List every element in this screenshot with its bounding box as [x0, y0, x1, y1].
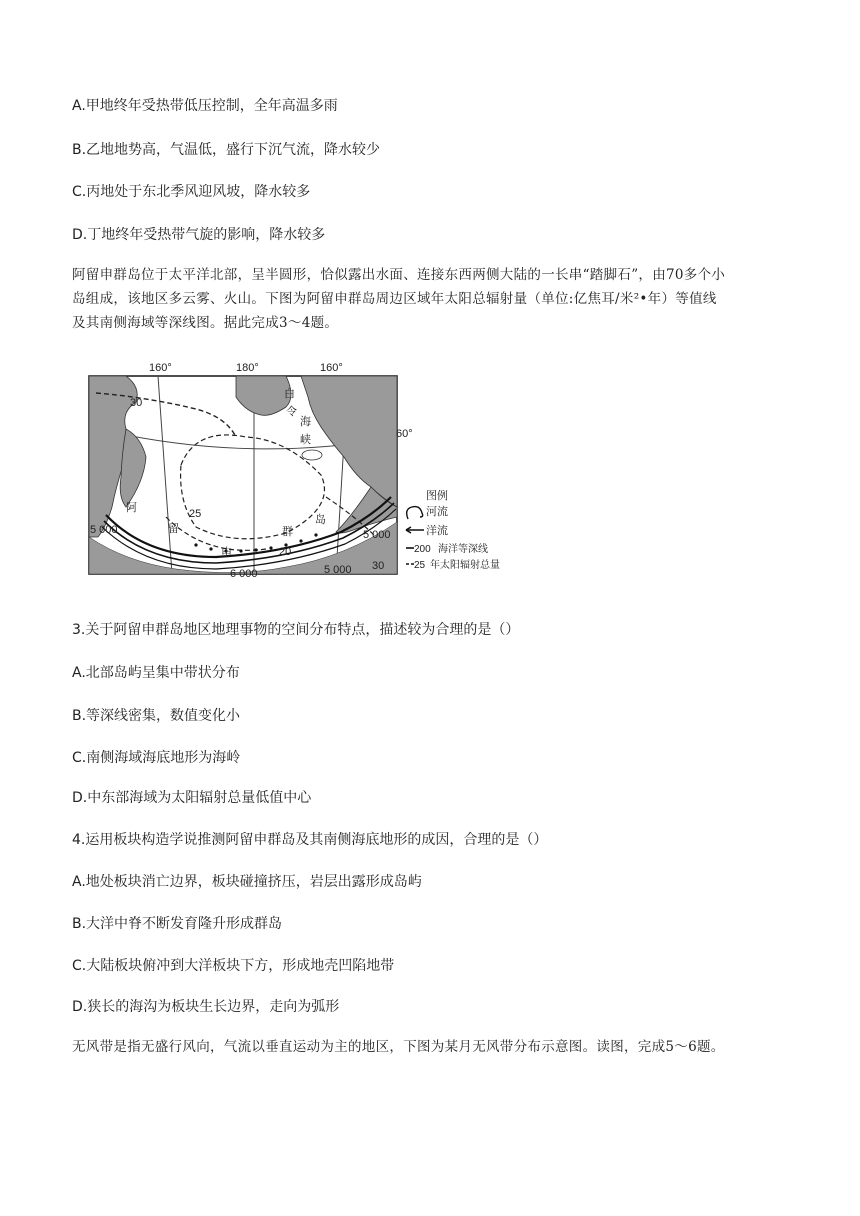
q3-option-c: C.南侧海域海底地形为海岭: [72, 750, 241, 766]
q2-option-c: C.丙地处于东北季风迎风坡，降水较多: [72, 184, 311, 200]
island-label-char: 岛: [315, 514, 326, 526]
longitude-label: 160°: [149, 362, 172, 374]
q2-option-b: B.乙地地势高，气温低，盛行下沉气流，降水较少: [72, 142, 381, 158]
depth-value: 5 000: [363, 529, 391, 541]
map-legend: [406, 488, 500, 571]
q3-option-a: A.北部岛屿呈集中带状分布: [72, 665, 240, 681]
island-label-char: 留: [168, 523, 179, 535]
q4-stem: 4.运用板块构造学说推测阿留申群岛及其南侧海底地形的成因，合理的是（）: [72, 832, 548, 848]
depth-value: 5 000: [324, 564, 352, 576]
intro-line: 阿留申群岛位于太平洋北部，呈半圆形，恰似露出水面、连接东西两侧大陆的一长串“踏脚石”，由70多个小: [72, 267, 726, 283]
q2-option-d: D.丁地终年受热带气旋的影响，降水较多: [72, 227, 326, 243]
q4-option-b: B.大洋中脊不断发育隆升形成群岛: [72, 916, 283, 932]
legend-sample-value: 25: [414, 560, 426, 571]
island-label-char: 群: [282, 526, 293, 538]
strait-label-char: 峡: [300, 434, 311, 446]
legend-item: 河流: [426, 506, 448, 518]
legend-sample-value: 200: [414, 544, 431, 555]
strait-label-char: 令: [286, 406, 297, 418]
radiation-value: 20: [279, 546, 292, 558]
q3-stem: 3.关于阿留申群岛地区地理事物的空间分布特点，描述较为合理的是（）: [72, 622, 520, 638]
q4-option-d: D.狭长的海沟为板块生长边界，走向为弧形: [72, 999, 340, 1015]
intro-paragraph: [72, 263, 792, 335]
longitude-label: 160°: [320, 362, 343, 374]
depth-value: 5 000: [90, 524, 118, 536]
outro-paragraph: 无风带是指无盛行风向，气流以垂直运动为主的地区，下图为某月无风带分布示意图。读图，完成5～6题。: [72, 1039, 725, 1055]
strait-label-char: 白: [284, 388, 295, 400]
intro-line: 及其南侧海域等深线图。据此完成3～4题。: [72, 315, 339, 331]
radiation-value: 25: [189, 508, 202, 520]
island-label-char: 申: [221, 547, 232, 559]
aleutian-map-figure: [86, 357, 536, 579]
q3-option-d: D.中东部海域为太阳辐射总量低值中心: [72, 790, 312, 806]
latitude-label: 60°: [396, 428, 413, 440]
strait-label-char: 海: [300, 416, 311, 428]
island-label-char: 阿: [126, 502, 137, 514]
radiation-value: 30: [130, 397, 143, 409]
depth-value: 6 000: [230, 568, 258, 579]
longitude-label: 180°: [236, 362, 259, 374]
intro-line: 岛组成，该地区多云雾、火山。下图为阿留申群岛周边区域年太阳总辐射量（单位:亿焦耳/米²•年）等值线: [72, 291, 717, 307]
legend-item: 洋流: [426, 525, 448, 537]
q4-option-a: A.地处板块消亡边界，板块碰撞挤压，岩层出露形成岛屿: [72, 874, 422, 890]
q4-option-c: C.大陆板块俯冲到大洋板块下方，形成地壳凹陷地带: [72, 958, 395, 974]
island-shape: [302, 450, 322, 460]
q2-option-a: A.甲地终年受热带低压控制，全年高温多雨: [72, 98, 338, 114]
legend-item: 海洋等深线: [438, 544, 488, 555]
legend-title: 图例: [426, 490, 448, 502]
radiation-value: 30: [372, 560, 385, 572]
legend-item: 年太阳辐射总量: [430, 560, 500, 571]
q3-option-b: B.等深线密集，数值变化小: [72, 708, 241, 724]
river-symbol: [407, 507, 423, 519]
